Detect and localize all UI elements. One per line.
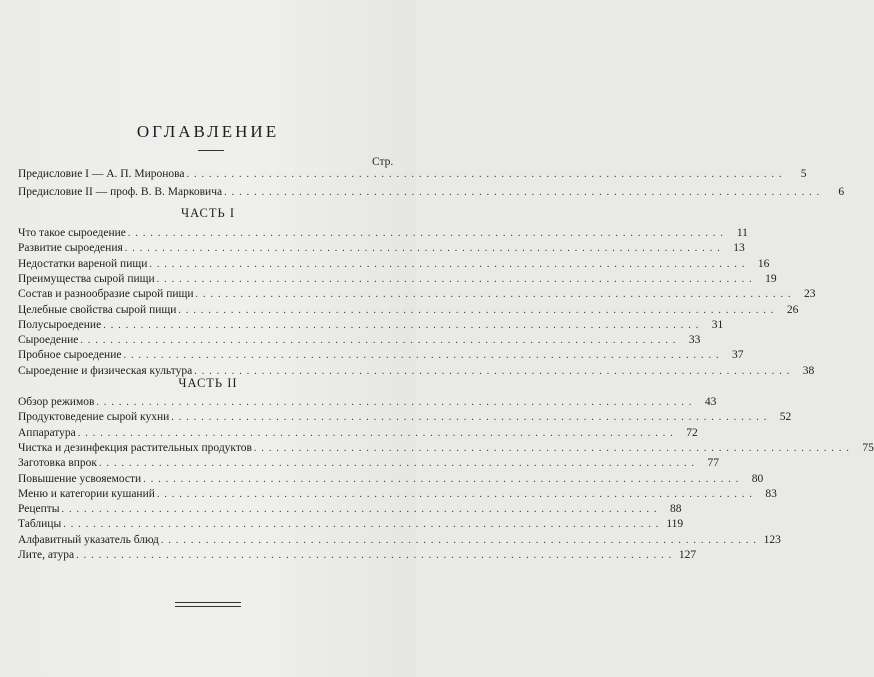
dot-leader: ................................................................................: [149, 258, 750, 270]
toc-entry-page: 5: [800, 168, 807, 180]
dot-leader: ................................................................................: [194, 365, 795, 377]
toc-entry-title: Преимущества сырой пищи: [18, 272, 155, 285]
toc-entry-page: 119: [666, 518, 684, 531]
title-divider: [198, 150, 224, 151]
dot-leader: ................................................................................: [253, 442, 854, 454]
dot-leader: ................................................................................: [61, 504, 662, 516]
dot-leader: ................................................................................: [156, 488, 757, 500]
bottom-divider: [175, 602, 241, 607]
dot-leader: ................................................................................: [103, 319, 704, 331]
dot-leader: ................................................................................: [124, 243, 725, 255]
toc-entry: [18, 288, 816, 303]
toc-entry: [18, 186, 845, 201]
toc-entry-title: Что такое сыроедение: [18, 227, 126, 239]
dot-leader: ................................................................................: [76, 550, 677, 561]
toc-entry: [18, 472, 764, 488]
toc-entry-title: Продуктоведение сырой кухни: [18, 411, 170, 424]
page-column-label: Стр.: [372, 156, 394, 168]
toc-entry-title: Аппаратура: [18, 426, 76, 439]
dot-leader: ................................................................................: [96, 397, 697, 408]
toc-entry: [18, 168, 807, 183]
toc-entry-page: 11: [736, 227, 748, 239]
toc-entry: [18, 303, 799, 319]
toc-entry-title: Заготовка впрок: [18, 457, 98, 470]
toc-entry: [18, 411, 792, 426]
toc-entry-page: 75: [862, 441, 874, 454]
toc-entry-page: 123: [763, 533, 781, 546]
toc-entry: [18, 441, 874, 457]
toc-entry: [18, 487, 777, 503]
toc-entry: [18, 457, 720, 472]
toc-entry-title: Сыроедение и физическая культура: [18, 364, 193, 377]
toc-entry-title: Недостатки вареной пищи: [18, 257, 148, 270]
dot-leader: ................................................................................: [99, 458, 700, 470]
toc-entry-title: Состав и разнообразие сырой пищи: [18, 288, 194, 301]
dot-leader: ................................................................................: [195, 289, 796, 301]
toc-entry-title: Повышение усвояемости: [18, 472, 142, 485]
dot-leader: ................................................................................: [80, 335, 681, 347]
part-2-title: ЧАСТЬ II: [178, 376, 238, 390]
dot-leader: ................................................................................: [156, 273, 757, 285]
toc-entry-title: Целебные свойства сырой пищи: [18, 303, 177, 316]
toc-entry-title: Рецепты: [18, 503, 60, 516]
page-title: ОГЛАВЛЕНИЕ: [136, 122, 280, 141]
toc-entry-title: Предисловие II — проф. В. В. Марковича: [18, 186, 223, 198]
dot-leader: ................................................................................: [77, 427, 678, 439]
toc-entry-page: 19: [765, 272, 777, 285]
toc-entry: [18, 533, 781, 549]
toc-entry: [18, 257, 770, 273]
toc-entry-page: 52: [779, 411, 792, 424]
toc-entry-title: Таблицы: [18, 518, 62, 531]
toc-entry: [18, 318, 724, 334]
toc-entry-title: Пробное сыроедение: [18, 349, 122, 362]
toc-entry-page: 37: [731, 349, 744, 362]
toc-entry: [18, 518, 684, 533]
toc-entry-page: 72: [686, 426, 698, 439]
dot-leader: ................................................................................: [143, 473, 744, 485]
toc-entry-page: 88: [670, 503, 682, 516]
toc-entry: [18, 334, 701, 349]
toc-entry-page: 77: [707, 457, 720, 470]
dot-leader: ................................................................................: [127, 228, 728, 239]
toc-entry-title: Развитие сыроедения: [18, 242, 123, 255]
toc-entry-page: 13: [733, 242, 745, 255]
toc-entry-page: 38: [802, 364, 815, 377]
dot-leader: ................................................................................: [224, 187, 825, 198]
toc-entry-page: 16: [757, 257, 770, 270]
toc-entry: [18, 503, 682, 518]
toc-entry: [18, 349, 744, 364]
toc-entry-page: 43: [704, 396, 717, 408]
toc-entry-title: Алфавитный указатель блюд: [18, 533, 159, 546]
toc-entry-page: 83: [765, 487, 777, 500]
toc-entry: [18, 549, 697, 564]
toc-entry-page: 23: [804, 288, 816, 301]
toc-entry-title: Лите, атура: [18, 549, 75, 561]
dot-leader: ................................................................................: [171, 412, 772, 424]
dot-leader: ................................................................................: [160, 534, 761, 546]
toc-entry-title: Предисловие I — А. П. Миронова: [18, 168, 185, 180]
toc-entry-title: Полусыроедение: [18, 318, 102, 331]
toc-entry-page: 127: [678, 549, 697, 561]
toc-entry-page: 80: [751, 472, 764, 485]
toc-entry: [18, 242, 745, 257]
toc-entry-title: Обзор режимов: [18, 396, 95, 408]
toc-entry-page: 31: [711, 318, 724, 331]
dot-leader: ................................................................................: [123, 350, 724, 362]
toc-entry: [18, 396, 717, 411]
dot-leader: ................................................................................: [63, 519, 664, 531]
dot-leader: ................................................................................: [186, 169, 787, 180]
dot-leader: ................................................................................: [178, 304, 779, 316]
toc-entry-title: Сыроедение: [18, 334, 79, 347]
part-1-title: ЧАСТЬ I: [181, 206, 235, 220]
toc-entry: [18, 272, 777, 288]
toc-entry-title: Меню и категории кушаний: [18, 487, 155, 500]
toc-entry-page: 26: [786, 303, 799, 316]
toc-entry: [18, 227, 748, 242]
toc-entry: [18, 426, 698, 442]
toc-entry-title: Чистка и дезинфекция растительных продуктов: [18, 441, 252, 454]
toc-entry-page: 6: [838, 186, 845, 198]
toc-entry-page: 33: [688, 334, 701, 347]
